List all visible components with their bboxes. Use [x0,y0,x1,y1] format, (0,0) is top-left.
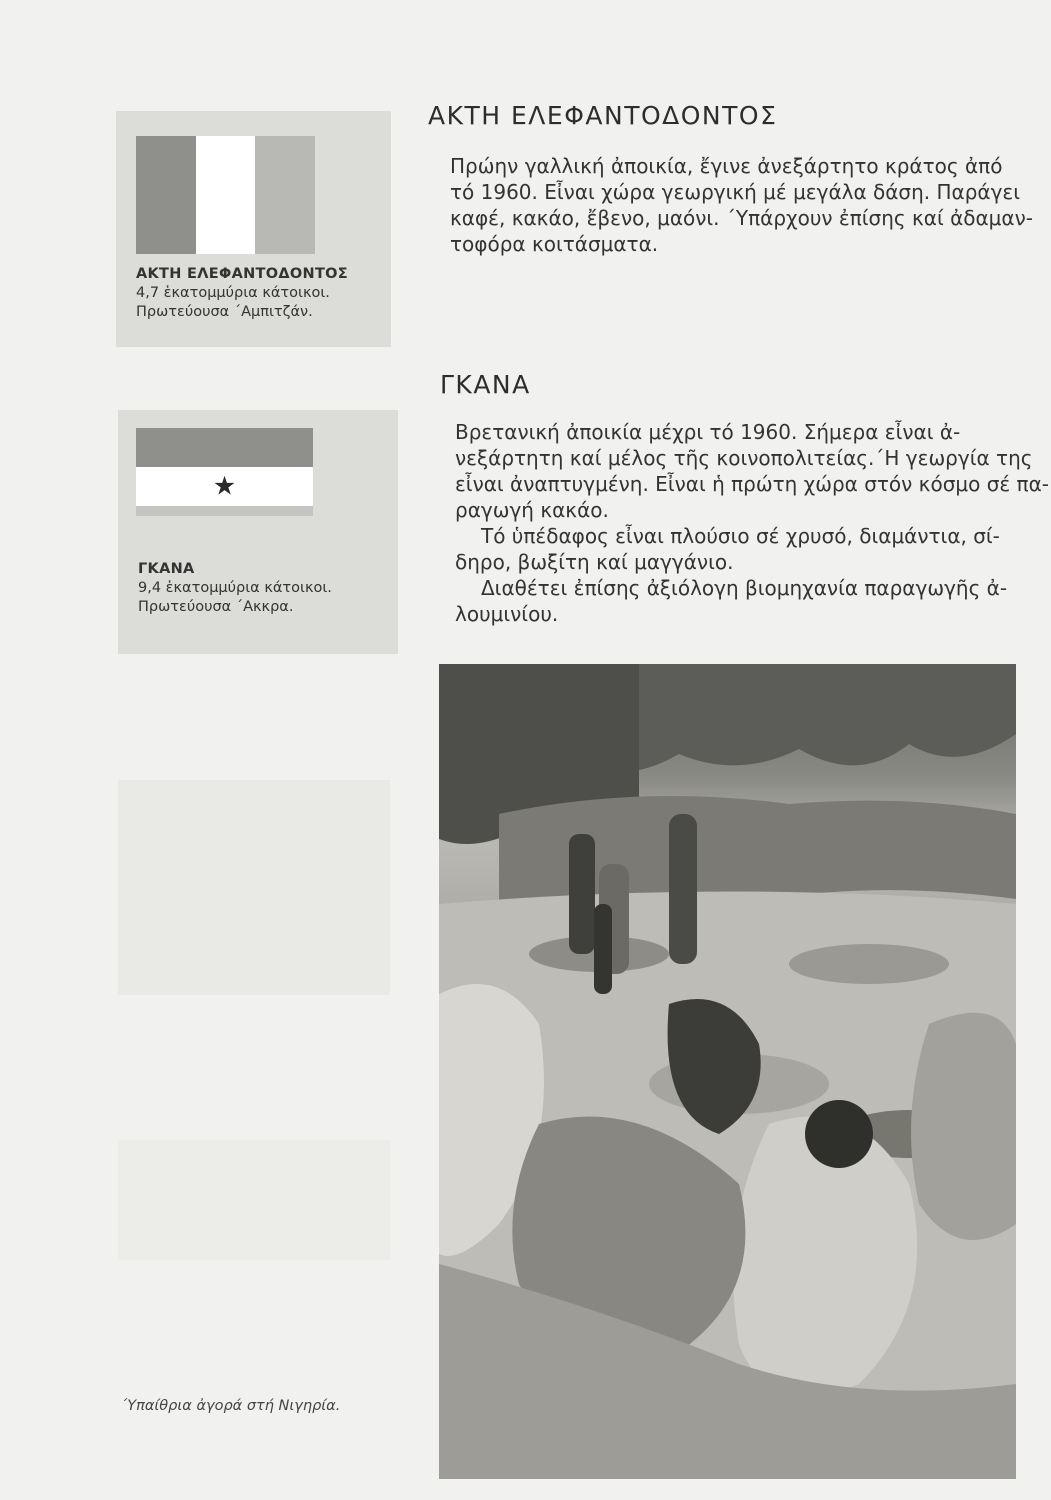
flag-stripe [136,136,196,254]
text-line: Διαθέτει ἐπίσης ἀξιόλογη βιομηχανία παραγωγῆς ἀ- [481,576,1008,600]
ivory-coast-infobox [116,111,391,347]
bleed-through-block [118,1140,390,1260]
ghana-population: 9,4 ἑκατομμύρια κάτοικοι. [138,580,332,596]
text-line: ραγωγή κακάο. [455,498,609,522]
ivory-coast-flag [136,136,315,254]
text-line: δηρο, βωξίτη καί μαγγάνιο. [455,550,734,574]
flag-band [136,467,313,506]
text-line: Βρετανική ἀποικία μέχρι τό 1960. Σήμερα εἶναι ἀ- [455,420,961,444]
flag-band [136,428,313,467]
flag-stripe [196,136,256,254]
ivory-coast-heading: ΑΚΤΗ ΕΛΕΦΑΝΤΟΔΟΝΤΟΣ [428,101,778,130]
text-line: τό 1960. Εἶναι χώρα γεωργική μέ μεγάλα δάση. Παράγει [450,180,1021,204]
photo-caption: ΄Υπαίθρια ἀγορά στή Νιγηρία. [120,1398,341,1414]
ghana-caption [138,560,332,617]
bleed-through-block [118,780,390,995]
ivory-coast-caption-title: ΑΚΤΗ ΕΛΕΦΑΝΤΟΔΟΝΤΟΣ [136,266,348,282]
text-line: Τό ὑπέδαφος εἶναι πλούσιο σέ χρυσό, διαμάντια, σί- [481,524,1000,548]
market-photo-graphic [439,664,1016,1479]
ivory-coast-capital: Πρωτεύουσα ΄Αμπιτζάν. [136,304,313,320]
ghana-flag [136,428,313,506]
ghana-caption-title: ΓΚΑΝΑ [138,561,195,577]
text-line: τοφόρα κοιτάσματα. [450,232,659,256]
ghana-capital: Πρωτεύουσα ΄Ακκρα. [138,599,294,615]
star-icon: ★ [212,470,237,501]
ivory-coast-population: 4,7 ἑκατομμύρια κάτοικοι. [136,285,330,301]
ghana-heading: ΓΚΑΝΑ [440,370,531,399]
text-line: Πρώην γαλλική ἀποικία, ἔγινε ἀνεξάρτητο κράτος ἀπό [450,154,1003,178]
flag-stripe [255,136,315,254]
ghana-infobox [118,410,398,654]
ivory-coast-paragraph [450,153,1033,257]
ivory-coast-caption [136,265,348,322]
text-line: νεξάρτητη καί μέλος τῆς κοινοπολιτείας.΄Η γεωργία της [455,446,1033,470]
market-photo [439,664,1016,1479]
text-line: λουμινίου. [455,602,559,626]
text-line: εἶναι ἀναπτυγμένη. Εἶναι ἡ πρώτη χώρα στόν κόσμο σέ πα- [455,472,1049,496]
text-line: καφέ, κακάο, ἔβενο, μαόνι. ΄Υπάρχουν ἐπίσης καί ἀδαμαν- [450,206,1033,230]
ghana-paragraph [455,419,1049,627]
